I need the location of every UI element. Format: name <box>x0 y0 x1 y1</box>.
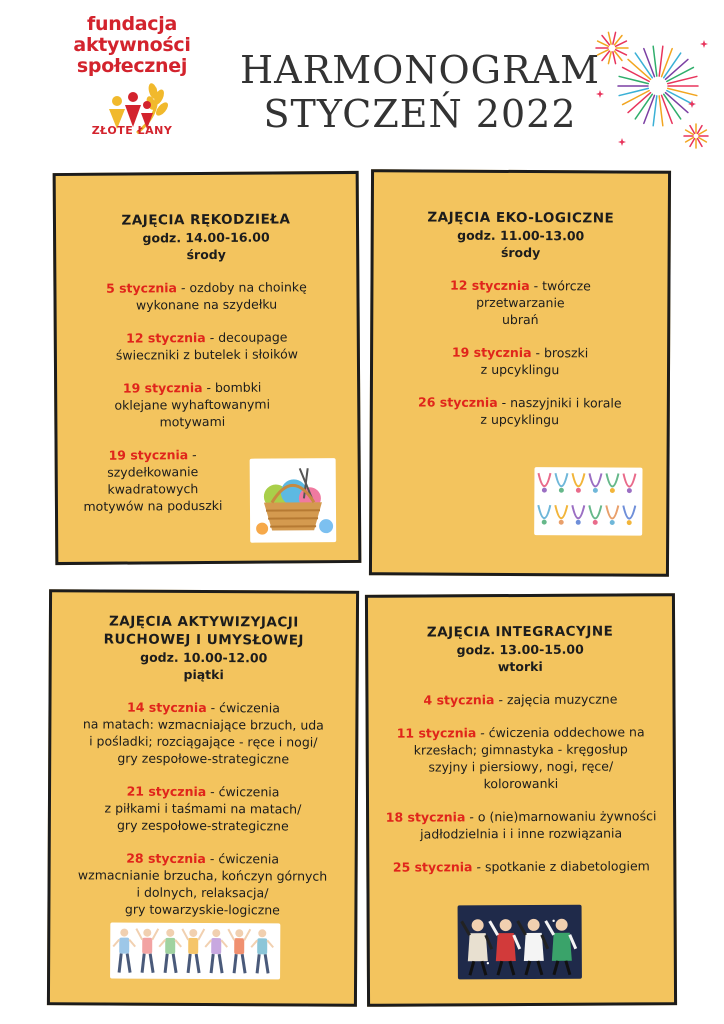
entry-text: - zajęcia muzyczne <box>494 691 618 708</box>
entry-text: - bombki oklejane wyhaftowanymi motywami <box>114 379 271 430</box>
entry-date: 4 stycznia <box>423 692 495 708</box>
logo-emblem <box>67 83 197 143</box>
entry-date: 5 stycznia <box>105 280 178 296</box>
panel-days: środy <box>186 246 226 263</box>
entry-date: 18 stycznia <box>385 809 466 825</box>
panel-days: środy <box>500 244 541 261</box>
schedule-entry <box>373 393 667 429</box>
panel-eco <box>369 169 671 577</box>
logo-name: ZŁOTE ŁANY <box>91 124 173 137</box>
panel-handicraft <box>53 171 362 565</box>
panel-activation <box>47 589 359 1007</box>
entry-date: 12 stycznia <box>449 277 530 294</box>
panel-title-2: RUCHOWEJ I UMYSŁOWEJ <box>103 631 305 649</box>
entry-text: - ćwiczenia na matach: wzmacniające brzuch, uda i pośladki; rozciągające - ręce i nogi/ gry zespołowe-strategiczne <box>82 700 324 767</box>
panel-title: ZAJĘCIA INTEGRACYJNE <box>426 623 614 641</box>
title-line-1: HARMONOGRAM <box>240 48 600 92</box>
panel-days: piątki <box>183 666 224 683</box>
entry-date: 26 stycznia <box>418 394 498 410</box>
entry-text: - szydełkowanie kwadratowych motywów na poduszki <box>83 447 223 514</box>
schedule-entry <box>56 278 356 314</box>
panel-hours: godz. 10.00-12.00 <box>140 649 268 666</box>
panel-title: ZAJĘCIA AKTYWIZYJACJI <box>108 613 299 631</box>
entry-text: - ćwiczenia oddechowe na krzesłach; gimnastyka - kręgosłup szyjny i piersiowy, nogi, ręce/ kolorowanki <box>413 724 645 792</box>
entry-date: 28 stycznia <box>126 850 206 867</box>
seniors-dancing-icon <box>458 905 582 980</box>
schedule-entry <box>27 378 357 431</box>
schedule-entry <box>373 276 667 329</box>
entry-date: 12 stycznia <box>126 330 206 346</box>
title-line-2: STYCZEŃ 2022 <box>263 92 577 136</box>
entry-date: 11 stycznia <box>396 725 477 741</box>
entry-text: - spotkanie z diabetologiem <box>472 858 650 875</box>
logo-line-2: aktywności <box>73 34 191 56</box>
entry-text: - o (nie)marnowaniu żywności jadłodzielnia i i inne rozwiązania <box>420 808 657 842</box>
panel-hours: godz. 14.00-16.00 <box>142 229 270 246</box>
panel-hours: godz. 11.00-13.00 <box>457 227 585 244</box>
schedule-entry <box>51 698 355 768</box>
logo-line-1: fundacja <box>87 13 177 35</box>
panel-title: ZAJĘCIA EKO-LOGICZNE <box>427 209 615 227</box>
schedule-entry <box>368 690 672 709</box>
entry-date: 19 stycznia <box>108 447 189 463</box>
panel-title: ZAJĘCIA RĘKODZIEŁA <box>121 211 291 229</box>
panel-days: wtorki <box>497 658 543 675</box>
schedule-entry <box>373 343 667 379</box>
page-title <box>230 48 610 136</box>
entry-date: 14 stycznia <box>127 699 207 716</box>
entry-text: - decoupage świeczniki z butelek i słoików <box>115 329 298 363</box>
schedule-entry <box>68 446 238 515</box>
schedule-entry <box>57 328 357 364</box>
entry-text: - naszyjniki i korale z upcyklingu <box>480 394 622 428</box>
entry-text: - ćwiczenia z piłkami i taśmami na matach/ gry zespołowe-strategiczne <box>104 784 302 834</box>
foundation-logo <box>62 14 202 143</box>
knitting-basket-icon <box>250 458 337 543</box>
schedule-entry <box>369 857 673 876</box>
seniors-exercising-icon <box>110 923 280 980</box>
entry-text: - broszki z upcyklingu <box>480 345 589 378</box>
entry-date: 21 stycznia <box>126 783 207 800</box>
logo-line-3: społecznej <box>76 55 188 77</box>
schedule-entry <box>369 723 673 793</box>
entry-text: - ćwiczenia wzmacnianie brzucha, kończyn górnych i dolnych, relaksacja/ gry towarzyskie-logiczne <box>77 851 328 918</box>
panel-hours: godz. 13.00-15.00 <box>456 641 584 658</box>
panel-integration <box>365 593 677 1007</box>
schedule-entry <box>369 807 673 843</box>
entry-date: 19 stycznia <box>451 344 532 361</box>
schedule-entry <box>50 849 354 919</box>
entry-date: 19 stycznia <box>122 380 203 396</box>
entry-text: - twórcze przetwarzanie ubrań <box>476 278 591 328</box>
schedule-entry <box>51 782 355 835</box>
necklaces-icon <box>534 467 642 536</box>
entry-date: 25 stycznia <box>392 859 473 875</box>
fireworks-icon <box>592 24 712 154</box>
entry-text: - ozdoby na choinkę wykonane na szydełku <box>135 279 307 313</box>
